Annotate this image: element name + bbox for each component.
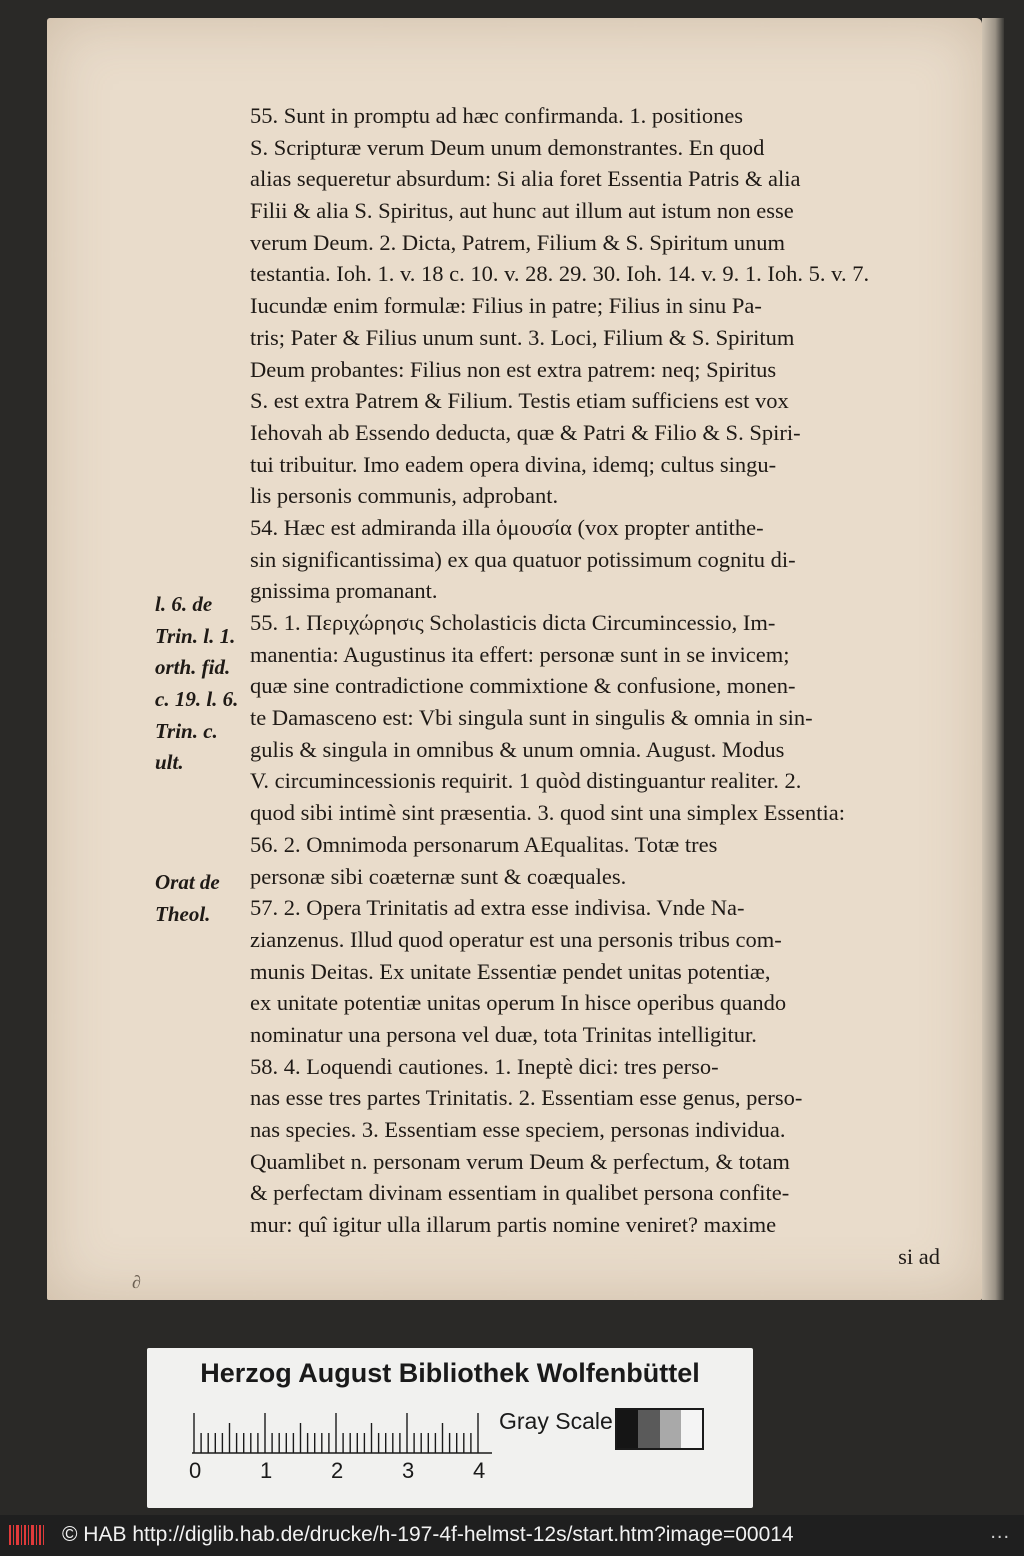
text-line: zianzenus. Illud quod operatur est una personis tribus com- <box>250 926 782 952</box>
ruler-scale <box>192 1410 492 1454</box>
text-line: Iucundæ enim formulæ: Filius in patre; Filius in sinu Pa- <box>250 293 762 319</box>
text-line: 57. 2. Opera Trinitatis ad extra esse indivisa. Vnde Na- <box>250 895 745 921</box>
text-line: gulis & singula in omnibus & unum omnia. August. Modus <box>250 736 785 762</box>
text-line: 55. Sunt in promptu ad hæc confirmanda. 1. positiones <box>250 103 744 128</box>
text-line: nas esse tres partes Trinitatis. 2. Essentiam esse genus, perso- <box>250 1085 803 1111</box>
text-line: quod sibi intimè sint præsentia. 3. quod sint una simplex Essentia: <box>250 800 845 826</box>
gray-swatch <box>617 1410 638 1448</box>
text-line: Filii & alia S. Spiritus, aut hunc aut illum aut istum non esse <box>250 198 794 224</box>
text-line: & perfectam divinam essentiam in qualibet persona confite- <box>250 1180 790 1206</box>
page-text <box>250 100 940 1272</box>
text-line: sin significantissima) ex qua quatuor potissimum cognitu di- <box>250 546 796 572</box>
text-line: testantia. Ioh. 1. v. 18 c. 10. v. 28. 29. 30. Ioh. 14. v. 9. 1. Ioh. 5. v. 7. <box>250 261 870 287</box>
barcode-logo-icon <box>8 1523 46 1547</box>
text-line: 56. 2. Omnimoda personarum AEqualitas. Totæ tres <box>250 831 718 857</box>
text-line: ex unitate potentiæ unitas operum In hisce operibus quando <box>250 990 787 1016</box>
margin-note-line: l. 6. de <box>155 592 213 616</box>
viewer-footer <box>0 1515 1024 1556</box>
library-title: Herzog August Bibliothek Wolfenbüttel <box>200 1358 700 1388</box>
text-line: 54. Hæc est admiranda illa ὁμουσία (vox propter antithe- <box>250 514 764 540</box>
text-line: alias sequeretur absurdum: Si alia foret Essentia Patris & alia <box>250 166 801 192</box>
page-edge <box>982 18 1004 1300</box>
margin-note-line: Trin. c. <box>155 718 218 743</box>
ruler-number: 3 <box>402 1458 415 1483</box>
text-line: 55. 1. Περιχώρησις Scholasticis dicta Circumincessio, Im- <box>250 610 776 635</box>
margin-note-line: Trin. l. 1. <box>155 623 236 648</box>
text-line: te Damasceno est: Vbi singula sunt in singulis & omnia in sin- <box>250 705 813 731</box>
text-line: personæ sibi coæternæ sunt & coæquales. <box>250 863 627 889</box>
text-line: Iehovah ab Essendo deducta, quæ & Patri & Filio & S. Spiri- <box>250 419 801 445</box>
gray-scale-swatches <box>615 1408 704 1450</box>
text-line: V. circumincessionis requirit. 1 quòd distinguantur realiter. 2. <box>250 768 802 794</box>
ink-mark: ∂ <box>132 1272 141 1292</box>
text-line: S. est extra Patrem & Filium. Testis etiam sufficiens est vox <box>250 388 789 414</box>
text-line: gnissima promanant. <box>250 578 438 604</box>
text-line: manentia: Augustinus ita effert: personæ sunt in se invicem; <box>250 641 790 667</box>
ruler-number: 4 <box>473 1458 486 1483</box>
text-line: 58. 4. Loquendi cautiones. 1. Ineptè dici: tres perso- <box>250 1053 719 1079</box>
ruler-numbers <box>189 1458 499 1488</box>
gray-swatch <box>638 1410 659 1448</box>
margin-note-line: orth. fid. <box>155 655 231 680</box>
text-line: Deum probantes: Filius non est extra patrem: neq; Spiritus <box>250 356 777 382</box>
ruler-number: 2 <box>331 1458 344 1483</box>
margin-note-oration <box>155 867 220 930</box>
text-line: munis Deitas. Ex unitate Essentiæ pendet unitas potentiæ, <box>250 958 771 984</box>
text-line: quæ sine contradictione commixtione & confusione, monen- <box>250 673 796 699</box>
text-line: S. Scripturæ verum Deum unum demonstrantes. En quod <box>250 134 765 160</box>
text-line: tui tribuitur. Imo eadem opera divina, idemq; cultus singu- <box>250 451 777 477</box>
text-line: nominatur una persona vel duæ, tota Trinitas intelligitur. <box>250 1021 757 1047</box>
gray-swatch <box>660 1410 681 1448</box>
gray-scale-label: Gray Scale <box>499 1408 613 1434</box>
text-line: nas species. 3. Essentiam esse speciem, personas individua. <box>250 1117 786 1142</box>
text-line: verum Deum. 2. Dicta, Patrem, Filium & S. Spiritum unum <box>250 229 785 255</box>
copyright-url: © HAB http://diglib.hab.de/drucke/h-197-4f-helmst-12s/start.htm?image=00014 <box>62 1523 794 1546</box>
margin-note-line: Theol. <box>155 901 211 926</box>
text-line: Quamlibet n. personam verum Deum & perfectum, & totam <box>250 1148 790 1174</box>
ruler-number: 0 <box>189 1458 202 1483</box>
margin-note-line: ult. <box>155 750 184 775</box>
margin-note-line: Orat de <box>155 870 220 894</box>
catchword: si ad <box>898 1243 940 1269</box>
text-line: tris; Pater & Filius unum sunt. 3. Loci, Filium & S. Spiritum <box>250 324 795 350</box>
more-icon[interactable]: ... <box>990 1521 1010 1543</box>
text-line: mur: quî igitur ulla illarum partis nomine veniret? maxime <box>250 1212 777 1238</box>
gray-swatch <box>681 1410 702 1448</box>
margin-note-line: c. 19. l. 6. <box>155 687 239 712</box>
ruler-number: 1 <box>260 1458 273 1483</box>
margin-note-reference <box>155 589 238 779</box>
color-calibration-card <box>147 1348 753 1508</box>
text-line: lis personis communis, adprobant. <box>250 483 559 509</box>
